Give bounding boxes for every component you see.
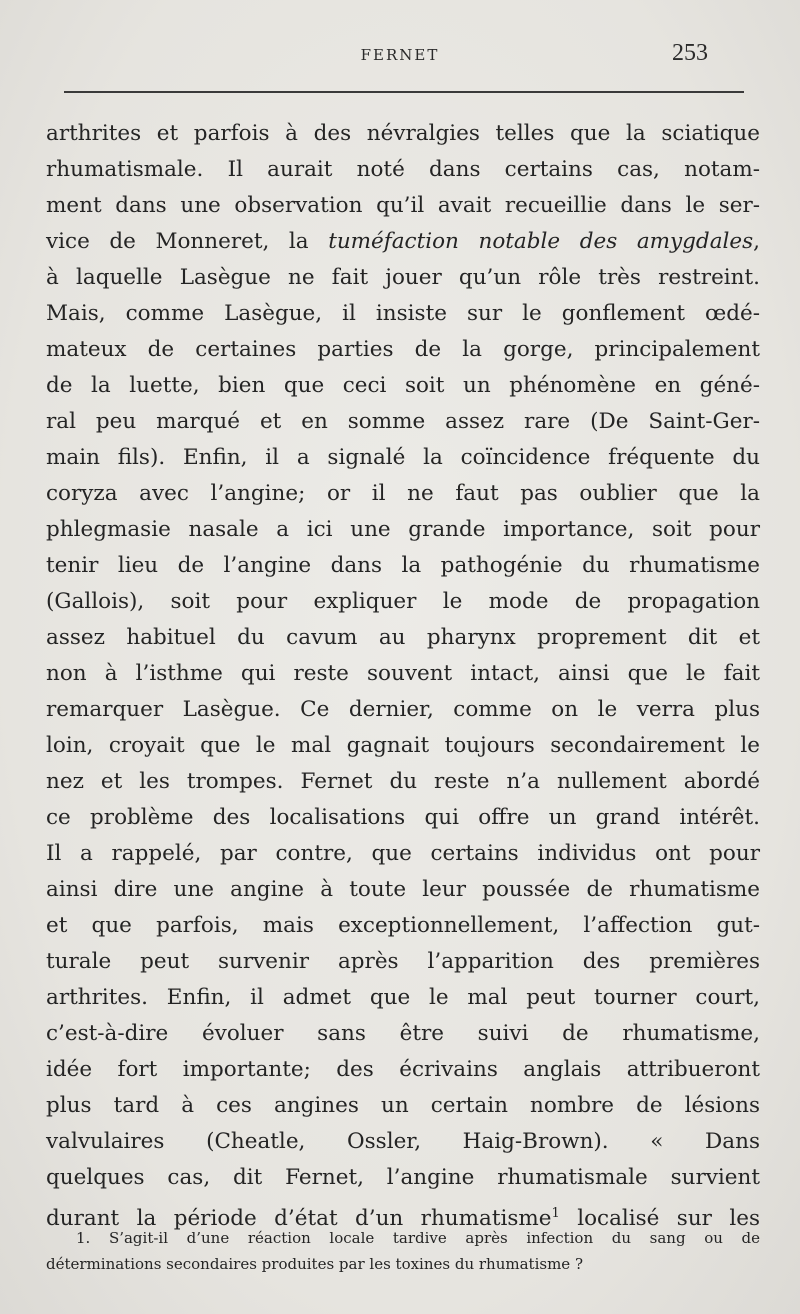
text-line [46, 692, 760, 728]
text-line-content: main fils). Enfin, il a signalé la coïncidence fréquente du [46, 445, 760, 470]
footnote-line: 1. S’agit-il d’une réaction locale tardive après infection du sang ou de [76, 1229, 760, 1247]
text-line-content: , [753, 229, 760, 254]
text-line [46, 1016, 760, 1052]
running-header-title: FERNET [360, 46, 440, 64]
text-line-content: ce problème des localisations qui offre un grand intérêt. [46, 805, 760, 830]
footnote-line: déterminations secondaires produites par les toxines du rhumatisme ? [46, 1255, 583, 1273]
text-line-content: loin, croyait que le mal gagnait toujours secondairement le [46, 733, 760, 758]
text-line [46, 368, 760, 404]
header-rule [64, 91, 744, 93]
text-line-content: vice de Monneret, la [46, 229, 329, 254]
italic-phrase: tuméfaction notable des amygdales [328, 229, 754, 254]
text-line [46, 656, 760, 692]
text-line-content: phlegmasie nasale a ici une grande importance, soit pour [46, 517, 760, 542]
text-line [46, 764, 760, 800]
text-line-content: c’est-à-dire évoluer sans être suivi de rhumatisme, [46, 1021, 760, 1046]
text-line [46, 332, 760, 368]
text-line-content: ment dans une observation qu’il avait recueillie dans le ser- [46, 193, 760, 218]
text-line-content: durant la période d’état d’un rhumatisme [46, 1206, 552, 1232]
text-line [46, 620, 760, 656]
text-line [46, 260, 760, 296]
text-line [46, 800, 760, 836]
text-line [46, 908, 760, 944]
text-line-content: valvulaires (Cheatle, Ossler, Haig-Brown). « Dans [46, 1129, 760, 1154]
text-line-content: et que parfois, mais exceptionnellement, l’affection gut- [46, 913, 760, 938]
footnote-reference: 1 [551, 1206, 560, 1221]
text-line-content: plus tard à ces angines un certain nombre de lésions [46, 1093, 760, 1118]
text-line-content: Mais, comme Lasègue, il insiste sur le gonflement œdé- [46, 301, 760, 326]
text-line [46, 836, 760, 872]
text-line-content: nez et les trompes. Fernet du reste n’a nullement abordé [46, 769, 760, 794]
text-line-content: localisé sur les [559, 1206, 761, 1232]
text-line-content: assez habituel du cavum au pharynx proprement dit et [46, 625, 760, 650]
text-line-content: arthrites. Enfin, il admet que le mal peut tourner court, [46, 985, 760, 1010]
text-line [46, 1160, 760, 1196]
text-line-content: coryza avec l’angine; or il ne faut pas oublier que la [46, 481, 760, 506]
text-line [46, 944, 760, 980]
body-text [46, 116, 760, 1232]
text-line-content: non à l’isthme qui reste souvent intact, ainsi que le fait [46, 661, 760, 686]
text-line-content: de la luette, bien que ceci soit un phénomène en géné- [46, 373, 760, 398]
footnote [46, 1225, 760, 1277]
text-line [46, 728, 760, 764]
text-line-content: Il a rappelé, par contre, que certains individus ont pour [46, 841, 760, 866]
text-line [46, 440, 760, 476]
text-line-content: idée fort importante; des écrivains anglais attribueront [46, 1057, 760, 1082]
text-line-content: remarquer Lasègue. Ce dernier, comme on le verra plus [46, 697, 760, 722]
text-line-content: mateux de certaines parties de la gorge, principalement [46, 337, 760, 362]
text-line [46, 188, 760, 224]
text-line [46, 152, 760, 188]
text-line [46, 548, 760, 584]
text-line [46, 296, 760, 332]
text-line-content: à laquelle Lasègue ne fait jouer qu’un rôle très restreint. [46, 265, 760, 290]
text-line [46, 1088, 760, 1124]
text-line [46, 224, 760, 260]
text-line-content: (Gallois), soit pour expliquer le mode de propagation [46, 589, 760, 614]
page-number: 253 [672, 40, 708, 66]
text-line-content: tenir lieu de l’angine dans la pathogénie du rhumatisme [46, 553, 760, 578]
text-line-content: turale peut survenir après l’apparition des premières [46, 949, 760, 974]
text-line-content: ainsi dire une angine à toute leur poussée de rhumatisme [46, 877, 760, 902]
text-line [46, 1052, 760, 1088]
text-line-content: arthrites et parfois à des névralgies telles que la sciatique [46, 121, 760, 146]
text-line-content: rhumatismale. Il aurait noté dans certains cas, notam- [46, 157, 760, 182]
text-line-content: quelques cas, dit Fernet, l’angine rhumatismale survient [46, 1165, 760, 1190]
text-line [46, 404, 760, 440]
text-line-content: ral peu marqué et en somme assez rare (De Saint-Ger- [46, 409, 760, 434]
text-line [46, 872, 760, 908]
text-line [46, 1124, 760, 1160]
text-line [46, 116, 760, 152]
text-line [46, 512, 760, 548]
text-line [46, 476, 760, 512]
text-line [46, 980, 760, 1016]
text-line [46, 584, 760, 620]
